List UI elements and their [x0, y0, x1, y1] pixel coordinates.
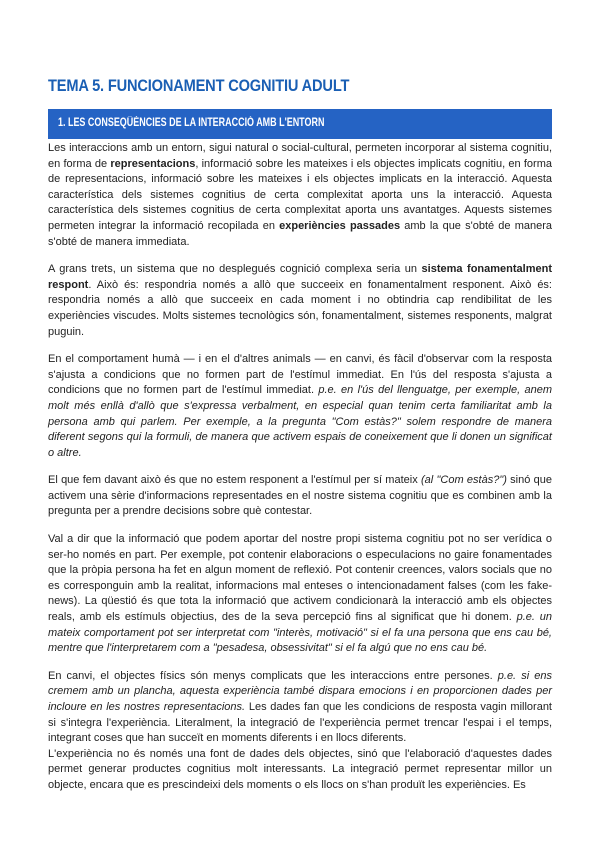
paragraph-3: En el comportament humà — i en el d'altres animals — en canvi, és fàcil d'observar com la resposta s'ajusta a condicions que no formen part de l'estímul immediat. En l'ús del resposta s'ajusta a condicions que no formen part de l'estímul immediat. p.e. en l'ús del llenguatge, per exemple, anem molt més enllà d'allò que s'expressa verbalment, en especial quan tenim certa familiaritat amb la persona amb qui parlem. Per exemple, a la pregunta "Com estàs?" solem respondre de manera diferent segons qui la formuli, de manera que activem espais de coneixement que li donen un significat o altre.	[48, 353, 552, 459]
section-title: 1. LES CONSEQÜÈNCIES DE LA INTERACCIÓ AMB L'ENTORN	[58, 117, 325, 129]
document-body	[48, 141, 552, 806]
paragraph-6: En canvi, el objectes físics són menys complicats que les interaccions entre persones. p.e. si ens cremem amb un plancha, aquesta experiència també dispara emocions i en proporcionen dades per incloure en les nostres representacions. Les dades fan que les condicions de resposta vagin millorant si s'integra l'experiència. Literalment, la integració de l'experiència permet trencar l'espai i el temps, integrant coses que han succeït en moments diferents i en llocs diferents.	[48, 669, 553, 745]
paragraph-1: Les interaccions amb un entorn, sigui natural o social-cultural, permeten incorporar al sistema cognitiu, en forma de representacions, informació sobre les mateixes i els objectes implicats cognitiu, en forma de representacions, informació sobre les mateixes i els objectes implicats en la interacció. Aquesta característica dels sistemes cognitius de certa complexitat aporta uns la interacció. Aquesta característica dels sistemes cognitius de certa complexitat aporta uns avantatges. Aquests sistemes permeten integrar la informació recopilada en experiències passades amb la que s'obté de manera s'obté de manera immediata.	[48, 142, 552, 248]
paragraph-7: L'experiència no és només una font de dades dels objectes, sinó que l'elaboració d'aquestes dades permet generar productes cognitius molt interessants. La integració permet representar millor un objecte, encara que es prescindeixi dels moments o els llocs on s'han produït les experiències. Es	[48, 747, 552, 791]
paragraph-5: Val a dir que la informació que podem aportar del nostre propi sistema cognitiu pot no ser verídica o ser-ho només en part. Per exemple, pot contenir elaboracions o especulacions no gaire fonamentades que la pròpia persona ha fet en algun moment de reflexió. Pot contenir creences, valors socials que no es corresponguin amb la realitat, informacions mal enteses o intencionadament falses (com les fake-news). La qüestió és que tota la informació que activem condicionarà la interacció amb els objectes reals, amb els estímuls objectius, des de la seva percepció fins al significat que hi donem. p.e. un mateix comportament pot ser interpretat com "interès, motivació" si el fa una persona que ens cau bé, mentre que l'interpretarem com a "pesadesa, obsessivitat" si el fa algú que no ens cau bé.	[48, 533, 553, 655]
section-header	[48, 109, 552, 139]
page-title: TEMA 5. FUNCIONAMENT COGNITIU ADULT	[48, 76, 350, 95]
paragraph-4: El que fem davant això és que no estem responent a l'estímul per sí mateix (al "Com estàs?") sinó que activem una sèrie d'informacions representades en el nostre sistema cognitiu que es combinen amb la pregunta per a prendre decisions sobre què contestar.	[48, 474, 552, 518]
paragraph-2: A grans trets, un sistema que no desplegués cognició complexa seria un sistema fonamentalment respont. Això és: respondria només a allò que succeeix en fonamentalment responent. Això és: respondria només a allò que succeeix en cada moment i no obtindria cap rendibilitat de les experiències viscudes. Molts sistemes tecnològics són, fonamentalment, sistemes responents, malgrat puguin.	[48, 263, 553, 338]
